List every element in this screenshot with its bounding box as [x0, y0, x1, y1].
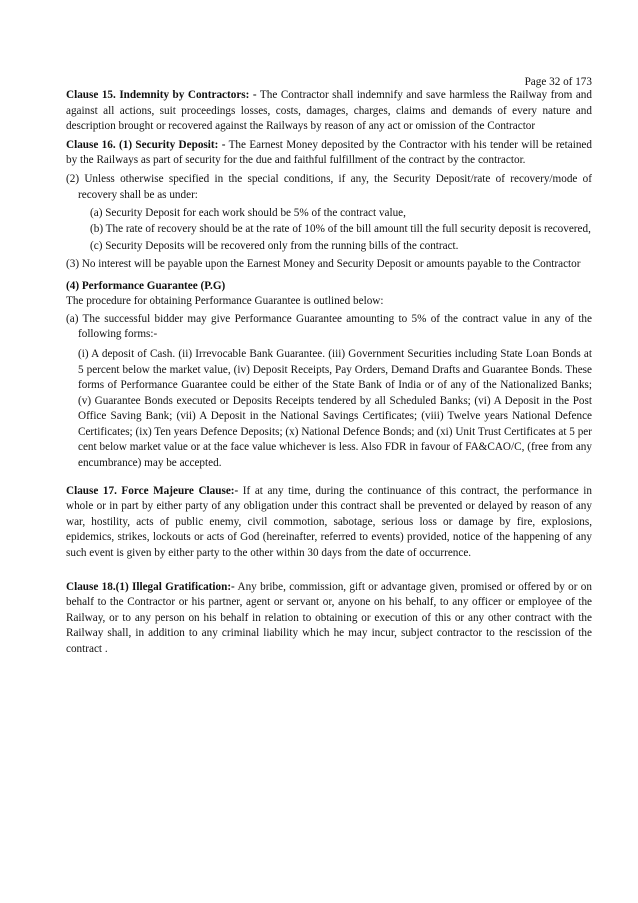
clause-16-para-3: (3) No interest will be payable upon the Earnest Money and Security Deposit or amounts payable to the Contractor: [66, 257, 581, 270]
clause-15-heading: Clause 15. Indemnity by Contractors: -: [66, 89, 257, 101]
clause-16-para-2b: (b) The rate of recovery should be at the rate of 10% of the bill amount till the full security deposit is recovered,: [90, 222, 591, 235]
clause-15-text: The Contractor shall indemnify and save harmless the Railway from and against all actions, suit proceedings losses, costs, damages, charges, claims and demands of every nature and description brought or recovered against the Railways by reason of any act or omission of the Contractor: [66, 89, 592, 133]
clause-16: [66, 138, 592, 169]
performance-guarantee-a: (a) The successful bidder may give Performance Guarantee amounting to 5% of the contract value in any of the following forms:-: [66, 312, 592, 341]
pg-heading-text: (4) Performance Guarantee (P.G): [66, 279, 226, 292]
clause-16-para-2: (2) Unless otherwise specified in the special conditions, if any, the Security Deposit/rate of recovery/mode of recovery shall be as under:: [66, 172, 592, 201]
clause-17: [66, 484, 592, 562]
clause-18-heading: Clause 18.(1) Illegal Gratification:-: [66, 580, 235, 593]
document-body: [66, 70, 592, 658]
page-number: Page 32 of 173: [524, 76, 592, 88]
clause-16-heading: Clause 16. (1) Security Deposit: -: [66, 138, 226, 151]
clause-15: [66, 88, 592, 135]
performance-guarantee-forms: (i) A deposit of Cash. (ii) Irrevocable Bank Guarantee. (iii) Government Securities including State Loan Bonds at 5 percent below the market value, (iv) Deposit Receipts, Pay Orders, Demand Drafts and Guarantee Bonds. These forms of Performance Guarantee could be either of the State Bank of India or of any of the Nationalized Banks; (v) Guarantee Bonds executed or Deposits Receipts tendered by all Scheduled Banks; (vi) A Deposit in the Post Office Saving Bank; (vii) A Deposit in the National Savings Certificates; (viii) Twelve years National Defence Certificates; (ix) Ten years Defence Deposits; (x) National Defence Bonds; and (xi) Unit Trust Certificates at 5 per cent below market value or at the face value whichever is less. Also FDR in favour of FA&CAO/C, (free from any encumbrance) may be accepted.: [78, 347, 592, 470]
performance-guarantee-intro: The procedure for obtaining Performance Guarantee is outlined below:: [66, 295, 384, 308]
clause-16-para-2a: (a) Security Deposit for each work should be 5% of the contract value,: [90, 207, 406, 220]
clause-16-text: The Earnest Money deposited by the Contractor with his tender will be retained by the Railways as part of security for the due and faithful fulfillment of the contract by the contractor.: [66, 138, 592, 167]
clause-18: [66, 580, 592, 658]
clause-16-para-2c: (c) Security Deposits will be recovered only from the running bills of the contract.: [90, 240, 459, 253]
clause-18-text: Any bribe, commission, gift or advantage given, promised or offered by or on behalf to the Contractor or his partner, agent or servant or, anyone on his behalf, to any officer or employee of the Railway, or to any person on his behalf in relation to obtaining or execution of this or any other contract with the Railway shall, in addition to any criminal liability which he may incur, subject contractor to the rescission of the contract .: [66, 580, 592, 655]
clause-17-heading: Clause 17. Force Majeure Clause:-: [66, 484, 239, 497]
performance-guarantee-heading: [66, 279, 592, 295]
clause-17-text: If at any time, during the continuance of this contract, the performance in whole or in part by either party of any obligation under this contract shall be prevented or delayed by reason of any war, hostility, acts of public enemy, civil commotion, sabotage, serious loss or damage by fire, explosions, epidemics, strikes, lockouts or acts of God (hereinafter, referred to events) provided, notice of the happening of any such event is given by either party to the other within 30 days from the date of occurrence.: [66, 484, 593, 560]
